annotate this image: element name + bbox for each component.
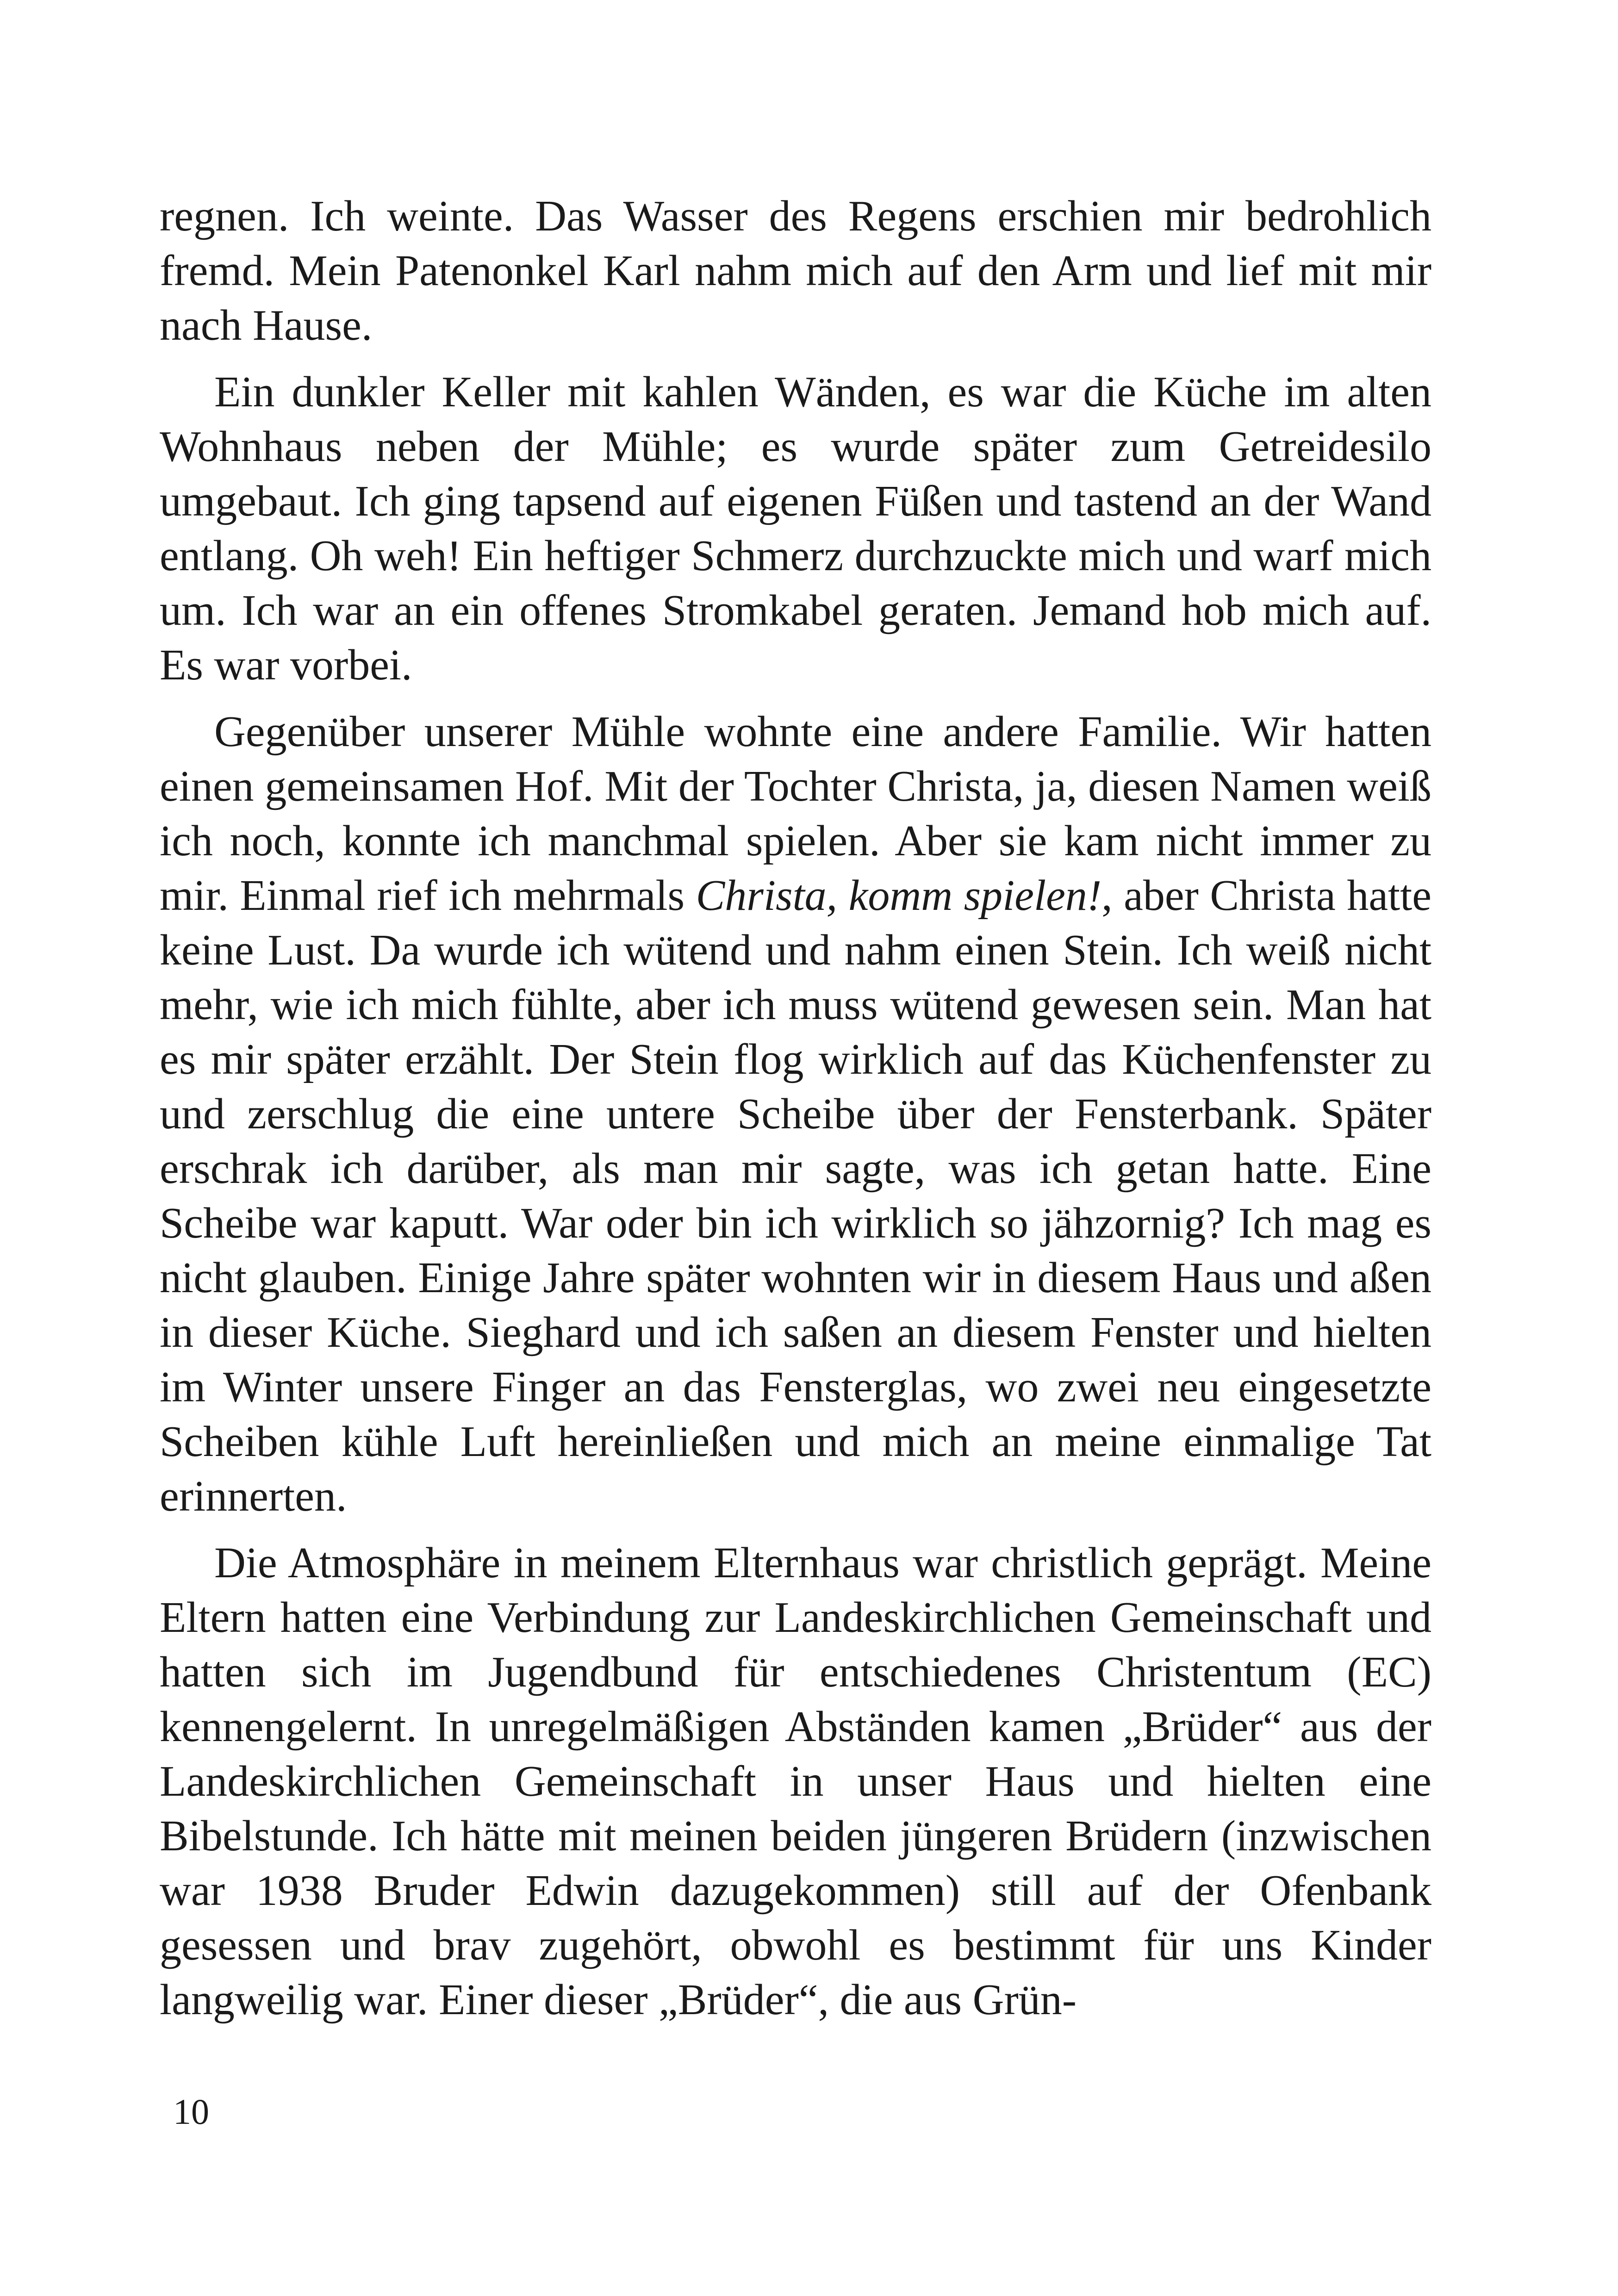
- body-text: [160, 189, 1431, 2039]
- paragraph-1: [160, 189, 1431, 353]
- paragraph-3-text-b: , aber Christa hatte keine Lust. Da wurde ich wütend und nahm einen Stein. Ich weiß nicht mehr, wie ich mich fühlte, aber ich muss wütend gewesen sein. Man hat es mir später erzählt. Der Stein flog wirklich auf das Küchenfenster zu und zerschlug die eine untere Scheibe über der Fensterbank. Später erschrak ich darüber, als man mir sagte, was ich getan hatte. Eine Scheibe war kaputt. War oder bin ich wirklich so jähzornig? Ich mag es nicht glauben. Einige Jahre später wohnten wir in diesem Haus und aßen in dieser Küche. Sieghard und ich saßen an diesem Fenster und hielten im Winter unsere Finger an das Fensterglas, wo zwei neu eingesetzte Scheiben kühle Luft hereinließen und mich an meine einmalige Tat erinnerten.: [160, 871, 1431, 1520]
- paragraph-2-text: Ein dunkler Keller mit kahlen Wänden, es war die Küche im alten Wohnhaus neben der Mühle; es wurde später zum Getreidesilo umgebaut. Ich ging tapsend auf eigenen Füßen und tastend an der Wand entlang. Oh weh! Ein heftiger Schmerz durchzuckte mich und warf mich um. Ich war an ein offenes Stromkabel geraten. Jemand hob mich auf. Es war vorbei.: [160, 368, 1431, 689]
- paragraph-1-text: regnen. Ich weinte. Das Wasser des Regens erschien mir bedrohlich fremd. Mein Patenonkel Karl nahm mich auf den Arm und lief mit mir nach Hause.: [160, 192, 1431, 349]
- paragraph-4-text: Die Atmosphäre in meinem Elternhaus war christlich geprägt. Meine Eltern hatten eine Verbindung zur Landeskirchlichen Gemeinschaft und hatten sich im Jugendbund für entschiedenes Christentum (EC) kennengelernt. In unregelmäßigen Abständen kamen „Brüder“ aus der Landeskirchlichen Gemeinschaft in unser Haus und hielten eine Bibelstunde. Ich hätte mit meinen beiden jüngeren Brüdern (inzwischen war 1938 Bruder Edwin dazugekommen) still auf der Ofenbank gesessen und brav zugehört, obwohl es bestimmt für uns Kinder langweilig war. Einer dieser „Brüder“, die aus Grün-: [160, 1539, 1431, 2024]
- paragraph-2: [160, 365, 1431, 692]
- page-number: 10: [173, 2091, 209, 2132]
- paragraph-3-text-a: Gegenüber unserer Mühle wohnte eine andere Familie. Wir hatten einen gemeinsamen Hof. Mit der Tochter Christa, ja, diesen Namen weiß ich noch, konnte ich manchmal spielen. Aber sie kam nicht immer zu mir. Einmal rief ich mehrmals: [160, 708, 1431, 920]
- paragraph-3: [160, 704, 1431, 1524]
- paragraph-3-quote: Christa, komm spielen!: [696, 871, 1102, 920]
- paragraph-4: [160, 1536, 1431, 2027]
